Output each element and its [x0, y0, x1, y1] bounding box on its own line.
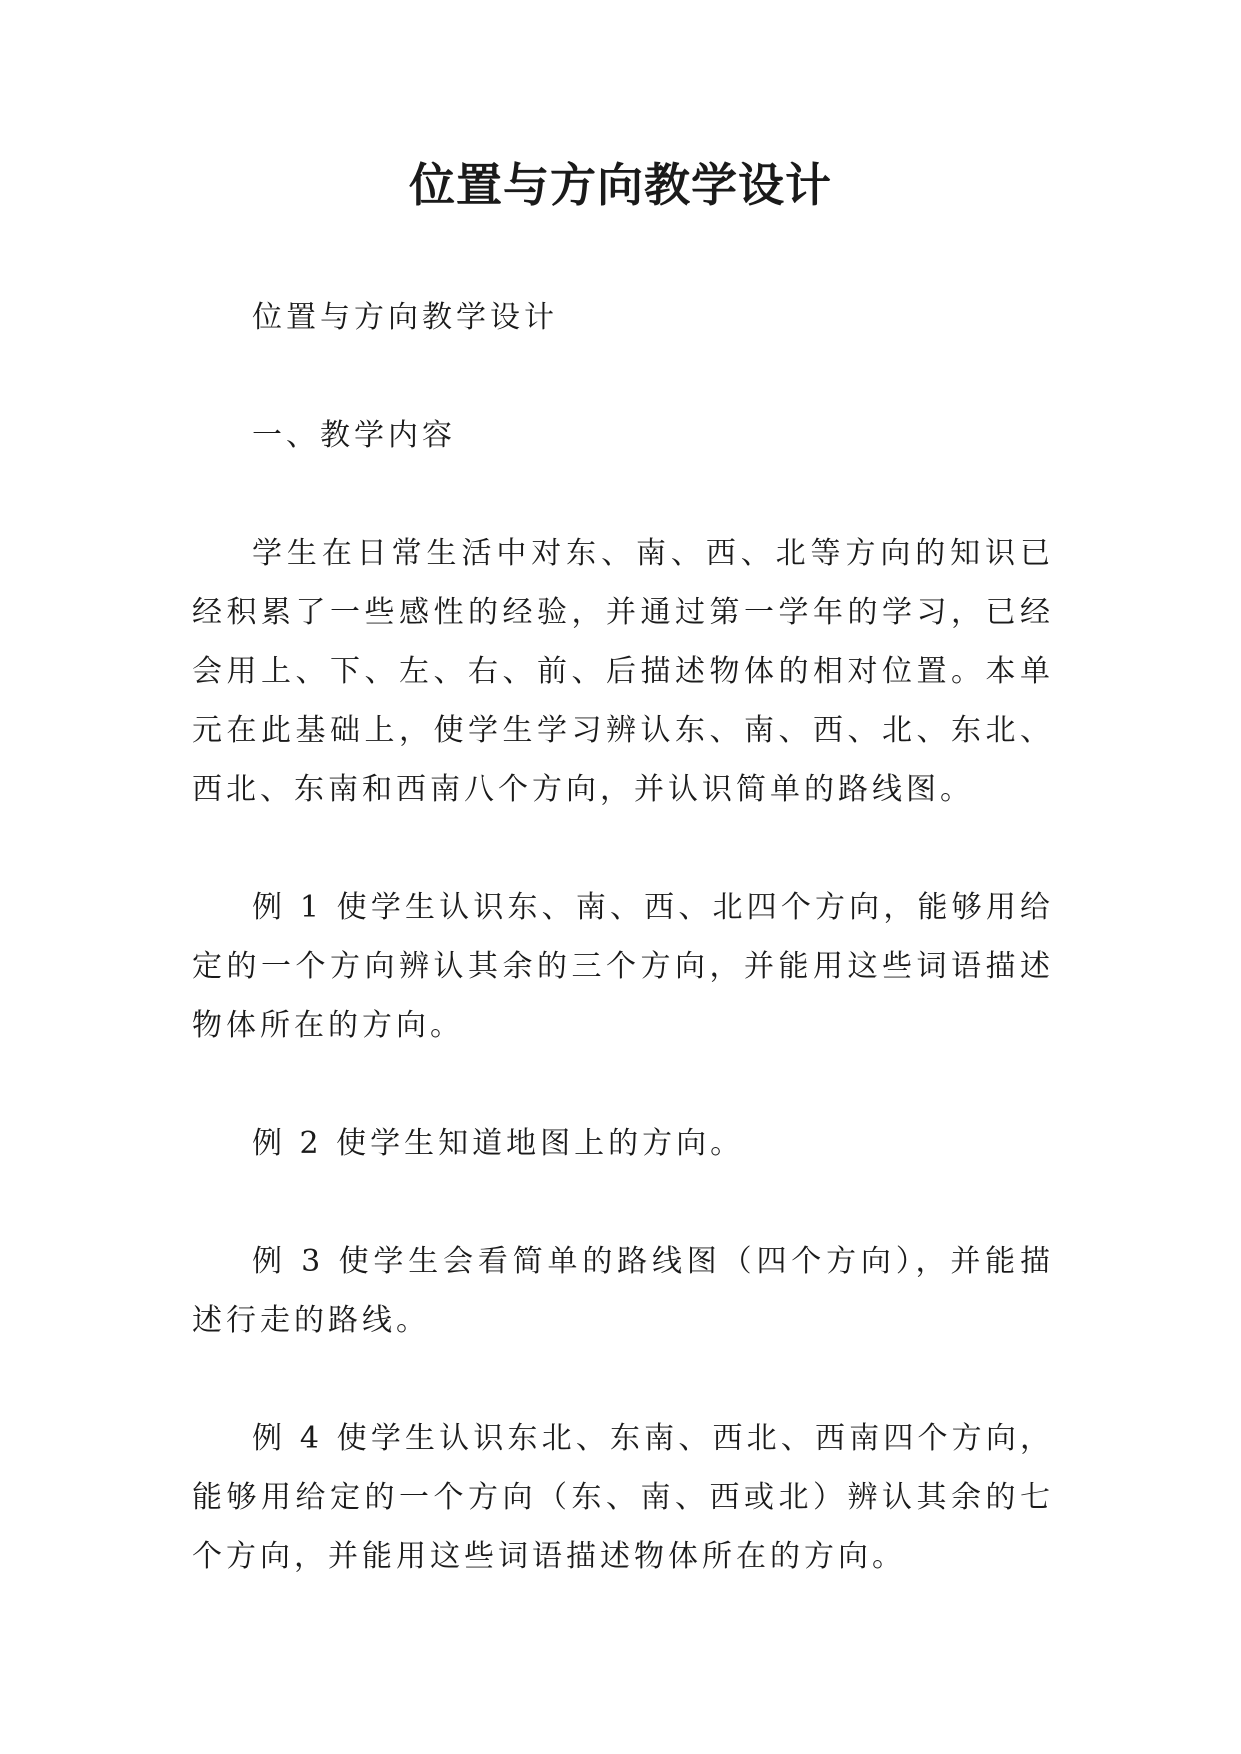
paragraph-example-4: 例 4 使学生认识东北、东南、西北、西南四个方向，能够用给定的一个方向（东、南、西或北）辨认其余的七个方向，并能用这些词语描述物体所在的方向。	[192, 1421, 1054, 1574]
paragraph-intro: 学生在日常生活中对东、南、西、北等方向的知识已经积累了一些感性的经验，并通过第一学年的学习，已经会用上、下、左、右、前、后描述物体的相对位置。本单元在此基础上，使学生学习辨认东、南、西、北、东北、西北、东南和西南八个方向，并认识简单的路线图。	[192, 536, 1054, 807]
document-body	[192, 288, 1054, 1645]
paragraph-example-3: 例 3 使学生会看简单的路线图（四个方向），并能描述行走的路线。	[192, 1244, 1054, 1338]
paragraph-example-2: 例 2 使学生知道地图上的方向。	[252, 1126, 745, 1161]
paragraph-section-heading: 一、教学内容	[252, 418, 456, 453]
paragraph-subtitle: 位置与方向教学设计	[252, 300, 558, 335]
paragraph-example-1: 例 1 使学生认识东、南、西、北四个方向，能够用给定的一个方向辨认其余的三个方向，并能用这些词语描述物体所在的方向。	[192, 890, 1054, 1043]
document-title: 位置与方向教学设计	[409, 158, 832, 212]
